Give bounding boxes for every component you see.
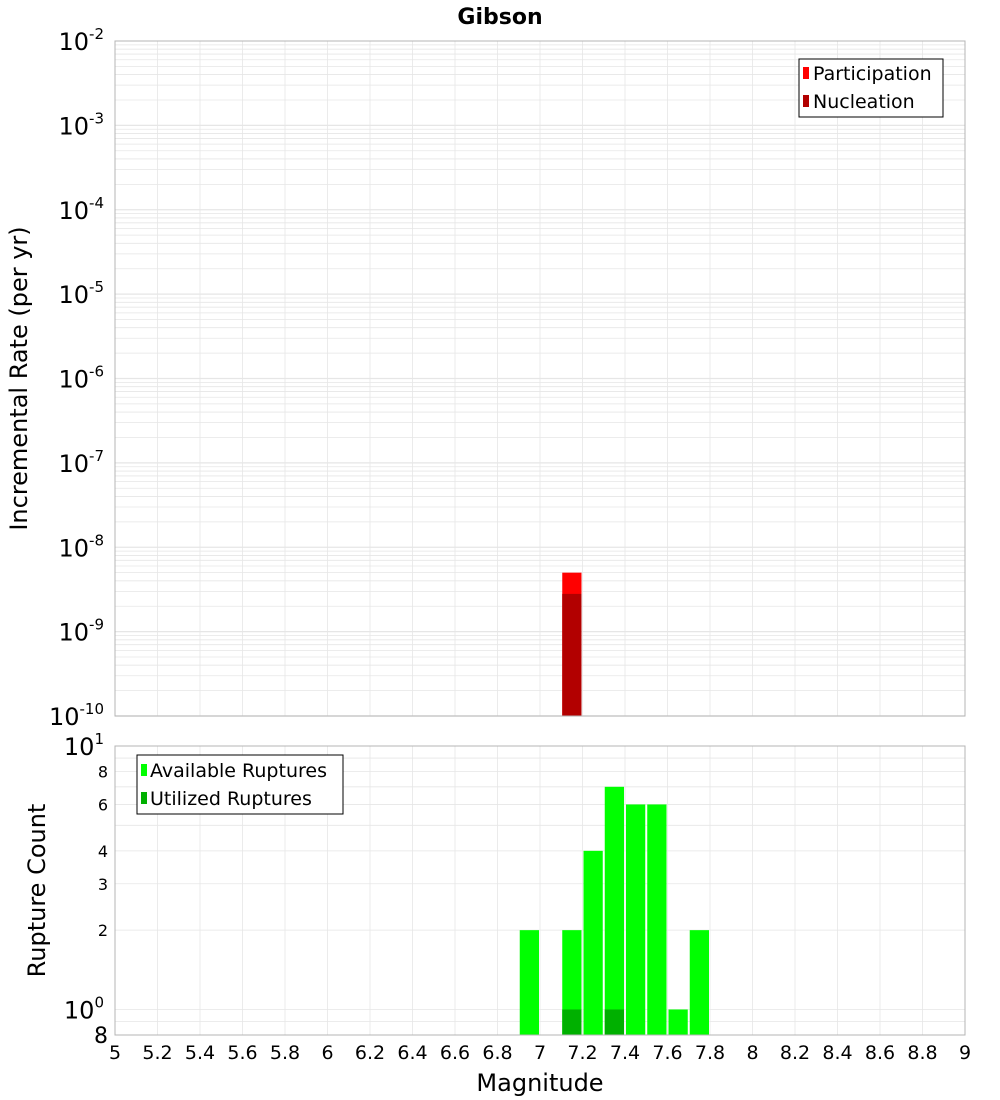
count-y-minor-tick-label: 4 <box>97 841 108 861</box>
rate-plot <box>5 25 965 731</box>
legend-swatch-participation <box>803 67 809 79</box>
legend-swatch-available-ruptures <box>141 764 147 776</box>
x-tick-label: 6.6 <box>439 1042 471 1064</box>
count-bar-available-ruptures <box>626 804 645 1035</box>
legend-label-participation: Participation <box>813 63 932 85</box>
rate-y-tick-label: $10^{-4}$ <box>58 193 104 225</box>
rate-gridlines <box>115 41 965 716</box>
count-bar-utilized-ruptures <box>605 1009 624 1035</box>
count-y-minor-tick-label: 2 <box>97 921 108 941</box>
chart-title: Gibson <box>457 5 543 30</box>
rate-y-tick-label: $10^{-8}$ <box>58 531 104 563</box>
count-y-minor-tick-label: 3 <box>97 874 108 894</box>
x-tick-label: 6 <box>321 1042 334 1064</box>
x-tick-label: 5.6 <box>227 1042 258 1064</box>
legend-label-available-ruptures: Available Ruptures <box>150 760 327 782</box>
count-bar-available-ruptures <box>520 930 539 1035</box>
x-tick-label: 5 <box>108 1042 122 1064</box>
legend-label-utilized-ruptures: Utilized Ruptures <box>150 788 312 810</box>
rupture-count-plot <box>23 730 971 1097</box>
rate-y-axis-label: Incremental Rate (per yr) <box>5 226 33 531</box>
rate-legend <box>799 59 943 117</box>
rate-y-tick-label: $10^{-7}$ <box>58 446 104 478</box>
count-bar-available-ruptures <box>605 787 624 1035</box>
x-tick-label: 7.4 <box>609 1042 641 1064</box>
count-y-minor-tick-label: 8 <box>97 762 108 782</box>
rate-y-tick-label: $10^{-9}$ <box>58 615 104 647</box>
count-y-minor-tick-label: 8 <box>94 1024 108 1049</box>
rate-y-tick-label: $10^{-3}$ <box>58 109 104 141</box>
legend-label-nucleation: Nucleation <box>813 91 915 113</box>
x-tick-label: 6.2 <box>354 1042 386 1064</box>
x-tick-label: 5.8 <box>269 1042 301 1064</box>
count-bar-available-ruptures <box>669 1009 688 1035</box>
count-bar-available-ruptures <box>690 930 709 1035</box>
x-tick-label: 8.8 <box>907 1042 938 1064</box>
count-y-major-tick-label: $10^1$ <box>63 730 104 761</box>
rate-y-tick-label: $10^{-10}$ <box>48 700 104 731</box>
legend-swatch-utilized-ruptures <box>141 792 147 804</box>
x-axis-label: Magnitude <box>476 1069 604 1097</box>
x-tick-label: 7.2 <box>567 1042 598 1064</box>
x-tick-label: 7.6 <box>652 1042 683 1064</box>
x-tick-label: 5.2 <box>142 1042 173 1064</box>
count-bar-utilized-ruptures <box>562 1009 581 1035</box>
x-tick-label: 6.4 <box>397 1042 428 1064</box>
legend-swatch-nucleation <box>803 95 809 107</box>
rate-y-tick-label: $10^{-6}$ <box>58 362 104 394</box>
rate-y-tick-label: $10^{-5}$ <box>58 278 104 310</box>
count-y-major-tick-label: $10^0$ <box>63 993 104 1025</box>
x-tick-label: 8.6 <box>864 1042 896 1064</box>
x-tick-label: 9 <box>958 1042 972 1064</box>
rate-y-tick-label: $10^{-2}$ <box>58 25 104 56</box>
count-y-minor-tick-label: 6 <box>97 795 108 815</box>
x-tick-label: 5.4 <box>184 1042 216 1064</box>
x-tick-label: 8 <box>746 1042 759 1064</box>
x-tick-label: 7.8 <box>694 1042 726 1064</box>
x-tick-label: 8.4 <box>822 1042 853 1064</box>
x-tick-label: 8.2 <box>779 1042 811 1064</box>
count-y-axis-label: Rupture Count <box>23 803 51 978</box>
rate-bar-nucleation <box>562 594 581 716</box>
x-tick-label: 6.8 <box>482 1042 513 1064</box>
count-legend <box>137 755 343 814</box>
count-bar-available-ruptures <box>584 851 603 1035</box>
x-tick-label: 7 <box>533 1042 547 1064</box>
count-bar-available-ruptures <box>647 804 666 1035</box>
